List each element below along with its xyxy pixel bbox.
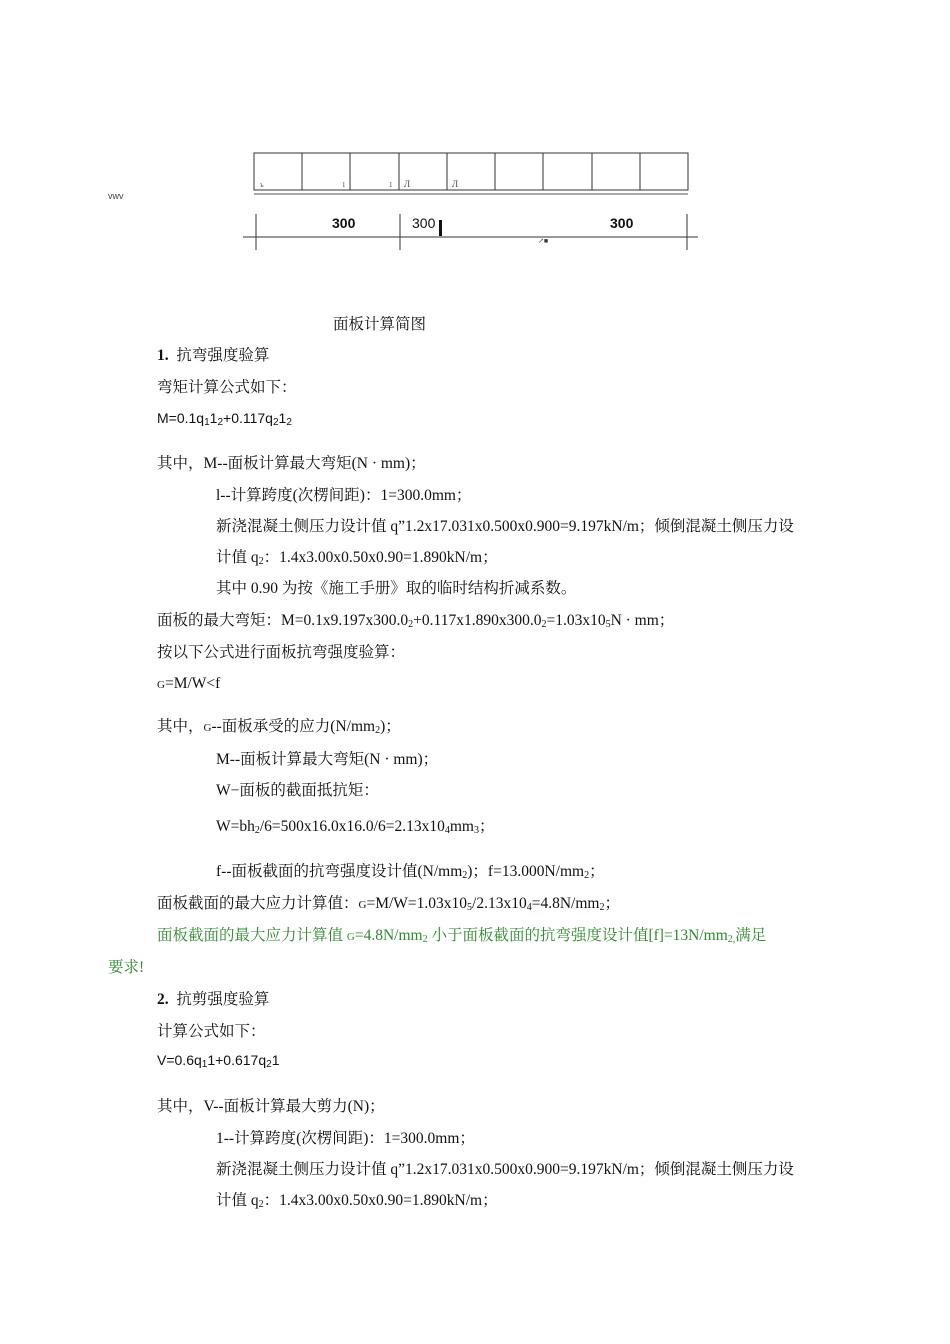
load-dividers bbox=[302, 153, 640, 190]
s1-moment-formula: M=0.1q112+0.117q212 bbox=[157, 410, 292, 428]
s2-shear-formula: V=0.6q11+0.617q21 bbox=[157, 1052, 280, 1070]
s1-span-line: l--计算跨度(次楞间距)：1=300.0mm； bbox=[216, 487, 472, 504]
tiny-mark-1: ъ bbox=[260, 181, 264, 189]
dim-label-right: 300 bbox=[610, 215, 634, 231]
dim-label-middle: 300 bbox=[412, 215, 436, 231]
s1-pressure-line-1: 新浇混凝土侧压力设计值 q”1.2x17.031x0.500x0.900=9.197kN/m；倾倒混凝土侧压力设 bbox=[216, 518, 794, 535]
s1-check-formula: G=M/W<f bbox=[157, 675, 221, 692]
s2-pressure-line-1: 新浇混凝土侧压力设计值 q”1.2x17.031x0.500x0.900=9.197kN/m；倾倒混凝土侧压力设 bbox=[216, 1161, 794, 1178]
s1-check-intro: 按以下公式进行面板抗弯强度验算： bbox=[157, 644, 406, 661]
section-1-heading bbox=[157, 343, 269, 365]
s1-f-line: f--面板截面的抗弯强度设计值(N/mm2)；f=13.000N/mm2； bbox=[216, 863, 605, 881]
small-mark: ↗■ bbox=[538, 237, 549, 245]
s1-pressure-line-2: 计值 q2：1.4x3.00x0.50x0.90=1.890kN/m； bbox=[216, 549, 498, 567]
s2-span-line: 1--计算跨度(次楞间距)：1=300.0mm； bbox=[216, 1130, 475, 1147]
tiny-mark-5: Л bbox=[452, 179, 459, 189]
s1-where2-line: 其中，G--面板承受的应力(N/mm2)； bbox=[157, 718, 401, 736]
s1-w-line: W−面板的截面抵抗矩： bbox=[216, 782, 379, 799]
load-box bbox=[254, 153, 688, 190]
section-2-number: 2. bbox=[157, 991, 169, 1008]
s1-stress-line: 面板截面的最大应力计算值：G=M/W=1.03x105/2.13x104=4.8N/mm2； bbox=[157, 895, 620, 913]
s1-w-formula: W=bh2/6=500x16.0x16.0/6=2.13x104mm3； bbox=[216, 818, 495, 836]
dim-label-left: 300 bbox=[332, 215, 356, 231]
s1-result-line-1: 面板截面的最大应力计算值 G=4.8N/mm2 小于面板截面的抗弯强度设计值[f]=13N/mm2,满足 bbox=[157, 927, 767, 945]
tiny-mark-3: 1 bbox=[389, 181, 393, 189]
s1-formula-intro: 弯矩计算公式如下： bbox=[157, 379, 297, 396]
diagram-caption: 面板计算简图 bbox=[333, 316, 427, 333]
s1-max-moment: 面板的最大弯矩：M=0.1x9.197x300.02+0.117x1.890x300.02=1.03x105N · mm； bbox=[157, 612, 675, 630]
s1-factor-line: 其中 0.90 为按《施工手册》取的临时结构折减系数。 bbox=[216, 580, 577, 597]
s2-pressure-line-2: 计值 q2：1.4x3.00x0.50x0.90=1.890kN/m； bbox=[216, 1192, 498, 1210]
panel-calc-diagram bbox=[0, 0, 950, 300]
section-2-title: 抗剪强度验算 bbox=[176, 991, 270, 1008]
s1-m-line: M--面板计算最大弯矩(N · mm)； bbox=[216, 751, 439, 768]
section-2-heading bbox=[157, 987, 269, 1009]
support-mark bbox=[439, 220, 442, 236]
s2-formula-intro: 计算公式如下： bbox=[157, 1023, 266, 1040]
section-1-title: 抗弯强度验算 bbox=[176, 347, 270, 364]
s2-where-line: 其中，V--面板计算最大剪力(N)； bbox=[157, 1098, 385, 1115]
tiny-mark-2: 1 bbox=[342, 181, 346, 189]
s1-result-line-2: 要求! bbox=[108, 959, 145, 976]
tiny-mark-4: Л bbox=[404, 179, 411, 189]
section-1-number: 1. bbox=[157, 347, 169, 364]
side-mark: vwv bbox=[108, 191, 124, 201]
s1-where-line: 其中，M--面板计算最大弯矩(N · mm)； bbox=[157, 455, 426, 472]
